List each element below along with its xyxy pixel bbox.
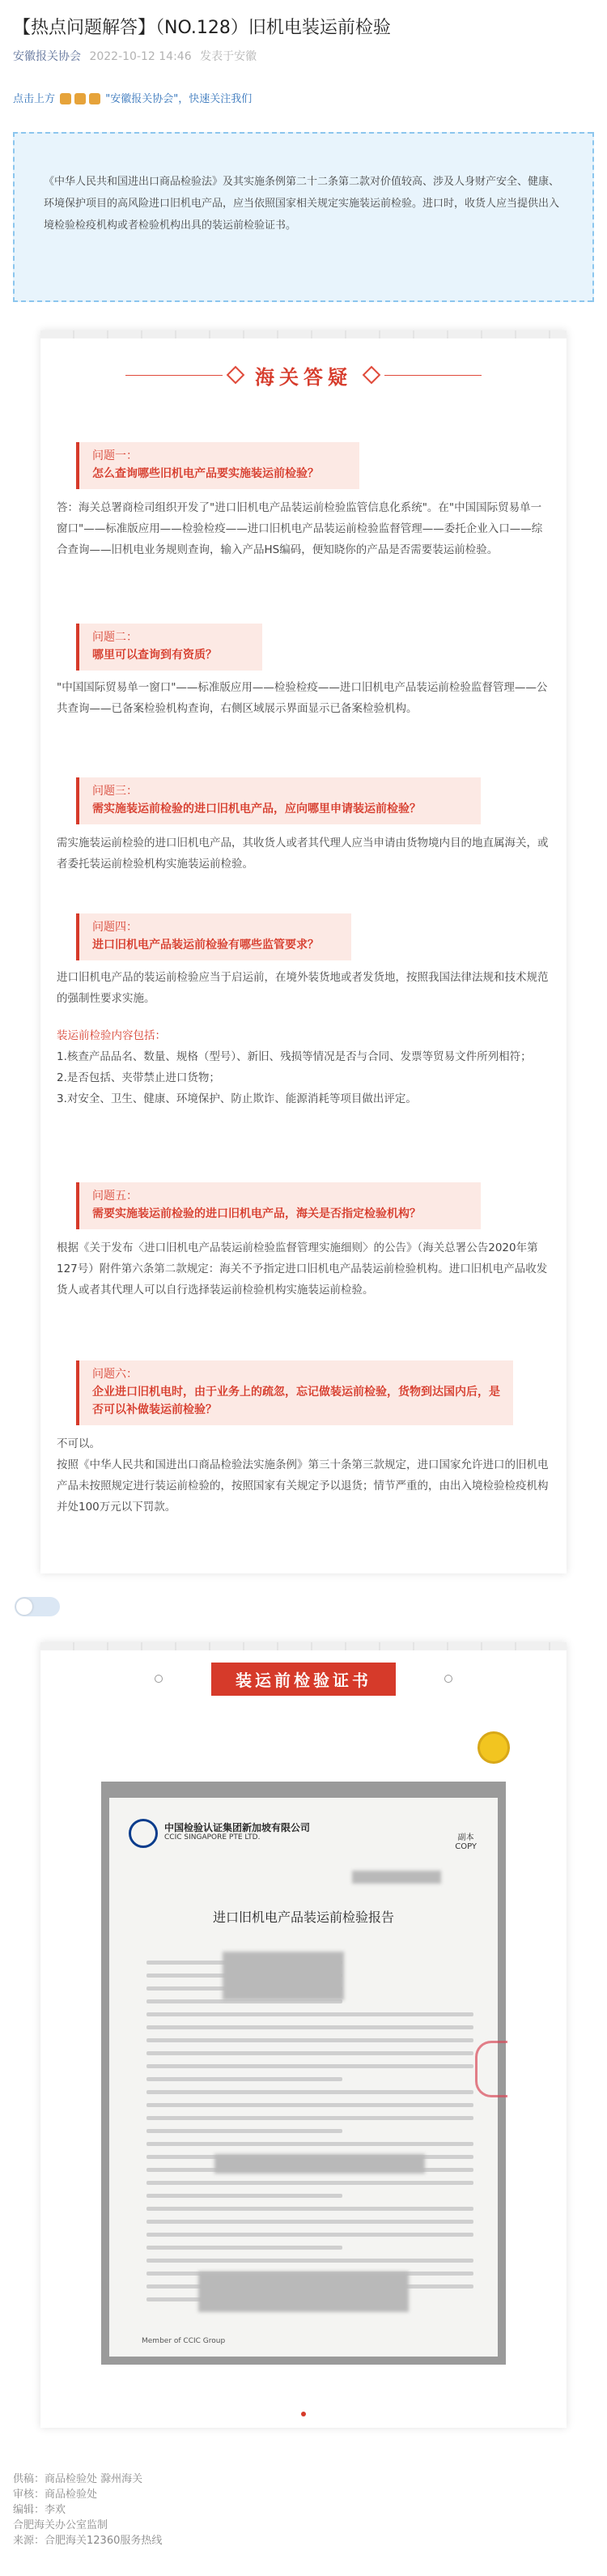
redacted-block (352, 1871, 441, 1884)
intro-box (13, 132, 594, 302)
ccic-logo-icon (129, 1819, 158, 1848)
inspection-content-heading: 装运前检验内容包括： (57, 1029, 166, 1042)
publish-date: 2022-10-12 14:46 (89, 49, 192, 63)
credit-line: 来源：合肥海关12360服务热线 (13, 2535, 163, 2547)
qa-banner-title: 海关答疑 (255, 365, 352, 389)
question-3: 问题三： 需实施装运前检验的进口旧机电产品，应向哪里申请装运前检验？ (76, 777, 497, 824)
answer-2: "中国国际贸易单一窗口"——标准版应用——检验检疫——进口旧机电产品装运前检验监督管理——公共查询——已备案检验机构查询，右侧区域展示界面显示已备案检验机构。 (57, 681, 548, 715)
article-meta (0, 48, 607, 67)
question-6: 问题六： 企业进口旧机电时，由于业务上的疏忽，忘记做装运前检验，货物到达国内后，是否可以补做装运前检验？ (76, 1360, 497, 1425)
red-seal-stamp (475, 2041, 507, 2097)
report-body-lines (146, 1952, 473, 2310)
certificate-photo[interactable] (101, 1782, 506, 2365)
question-2: 问题二： 哪里可以查询到有资质？ (76, 624, 497, 671)
pointing-hand-icon (89, 93, 100, 104)
redacted-block (198, 2272, 409, 2312)
question-4: 问题四： 进口旧机电产品装运前检验有哪些监管要求？ (76, 913, 497, 960)
answer-6: 不可以。 按照《中华人民共和国进出口商品检验法实施条例》第三十条第三款规定，进口国家允许进口的旧机电产品未按照规定进行装运前检验的，按照国家有关规定予以退货；情节严重的，由出入境检验检疫机构并处100万元以下罚款。 (57, 1437, 549, 1514)
qa-card (40, 330, 567, 1573)
redacted-block (214, 2154, 425, 2174)
answer-3: 需实施装运前检验的进口旧机电产品，其收货人或者其代理人应当申请由货物境内目的地直属海关，或者委托装运前检验机构实施装运前检验。 (57, 837, 549, 871)
question-5: 问题五： 需要实施装运前检验的进口旧机电产品，海关是否指定检验机构？ (76, 1182, 497, 1229)
carousel-indicator[interactable] (301, 2412, 306, 2416)
certificate-document (109, 1798, 498, 2357)
sticker-dot-icon (478, 1731, 510, 1764)
follow-prompt: 点击上方 "安徽报关协会"，快速关注我们 (13, 92, 253, 105)
company-name-en: CCIC SINGAPORE PTE LTD. (164, 1833, 261, 1842)
cert-banner (40, 1650, 567, 1707)
copy-stamp: 副本 COPY (455, 1833, 477, 1851)
point-3: 3.对安全、卫生、健康、环境保护、防止欺诈、能源消耗等项目做出评定。 (57, 1092, 417, 1105)
report-title: 进口旧机电产品装运前检验报告 (212, 1910, 394, 1925)
member-note: Member of CCIC Group (142, 2337, 226, 2345)
credits-footer (13, 2472, 162, 2548)
point-1: 1.核查产品品名、数量、规格（型号）、新旧、残损等情况是否与合同、发票等贸易文件所列相符； (57, 1050, 532, 1063)
redacted-block (223, 1952, 344, 2000)
credit-line: 供稿：商品检验处 滁州海关 (13, 2473, 143, 2485)
article-title: 【热点问题解答】（NO.128）旧机电装运前检验 (13, 18, 391, 38)
diamond-icon (363, 366, 381, 385)
toggle-switch[interactable] (15, 1597, 60, 1616)
diamond-icon (227, 366, 245, 385)
circle-icon (444, 1675, 452, 1683)
publish-location: 发表于安徽 (200, 49, 257, 63)
credit-line: 审核：商品检验处 (13, 2489, 98, 2501)
answer-4: 进口旧机电产品的装运前检验应当于启运前，在境外装货地或者发货地，按照我国法律法规和技术规范的强制性要求实施。 装运前检验内容包括： 1.核查产品品名、数量、规格（型号）、新旧、残损等情况是否与合同、发票等贸易文件所列相符； 2.是否包括、夹带禁止进口货物； 3.对安全、卫生、健康、环境保护、防止欺诈、能源消耗等项目做出评定。 (57, 967, 550, 1109)
toggle-knob (16, 1599, 32, 1615)
circle-icon (155, 1675, 163, 1683)
pointing-hand-icon (60, 93, 71, 104)
point-2: 2.是否包括、夹带禁止进口货物； (57, 1071, 220, 1084)
company-name-cn: 中国检验认证集团新加坡有限公司 (164, 1822, 311, 1833)
credit-line: 编辑：李欢 (13, 2504, 66, 2516)
follow-account-link[interactable]: "安徽报关协会" (105, 92, 179, 105)
card-top-bar (40, 330, 567, 338)
pointing-hand-icon (74, 93, 86, 104)
qa-banner (40, 338, 567, 411)
credit-line: 合肥海关办公室监制 (13, 2519, 108, 2531)
intro-text: 《中华人民共和国进出口商品检验法》及其实施条例第二十二条第二款对价值较高、涉及人身财产安全、健康、环境保护项目的高风险进口旧机电产品，应当依照国家相关规定实施装运前检验。进口时，收货人应当提供出入境检验检疫机构或者检验机构出具的装运前检验证书。 (44, 175, 560, 232)
card-top-bar (40, 1642, 567, 1650)
answer-1: 答：海关总署商检司组织开发了"进口旧机电产品装运前检验监管信息化系统"。在"中国国际贸易单一窗口"——标准版应用——检验检疫——进口旧机电产品装运前检验监督管理——委托企业入口——综合查询——旧机电业务规则查询，输入产品HS编码，便知晓你的产品是否需要装运前检验。 (57, 501, 543, 556)
cert-banner-title: 装运前检验证书 (211, 1663, 396, 1696)
question-1: 问题一： 怎么查询哪些旧机电产品要实施装运前检验？ (76, 442, 497, 489)
answer-5: 根据《关于发布〈进口旧机电产品装运前检验监督管理实施细则〉的公告》（海关总署公告2020年第127号）附件第六条第二款规定：海关不予指定进口旧机电产品装运前检验机构。进口旧机电产品收发货人或者其代理人可以自行选择装运前检验机构实施装运前检验。 (57, 1241, 548, 1297)
account-link[interactable]: 安徽报关协会 (13, 49, 81, 63)
